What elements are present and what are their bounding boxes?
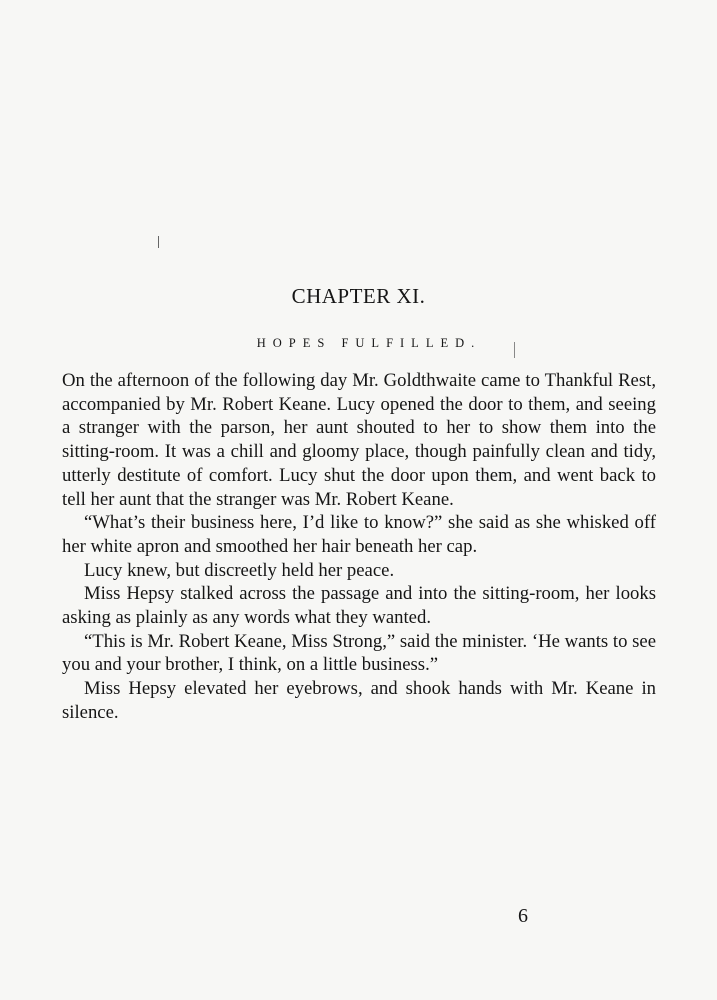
ink-speck — [158, 236, 159, 248]
chapter-title: CHAPTER XI. — [291, 284, 426, 308]
body-text — [62, 369, 656, 725]
paragraph: “This is Mr. Robert Keane, Miss Strong,” said the minister. ‘He wants to see you and your brother, I think, on a little business.” — [62, 630, 656, 676]
paragraph: “What’s their business here, I’d like to know?” she said as she whisked off her white apron and smoothed her hair beneath her cap. — [62, 512, 656, 557]
paragraph: On the afternoon of the following day Mr. Goldthwaite came to Thankful Rest, accompanied by Mr. Robert Keane. Lucy opened the door to them, and seeing a stranger with the parson, her aunt shouted to her to show them into the sitting-room. It was a chill and gloomy place, though painfully clean and tidy, utterly destitute of comfort. Lucy shut the door upon them, and went back to tell her aunt that the stranger was Mr. Robert Keane. — [62, 370, 656, 510]
chapter-subtitle: HOPES FULFILLED. — [256, 336, 482, 350]
paragraph: Miss Hepsy elevated her eyebrows, and shook hands with Mr. Keane in silence. — [62, 678, 656, 723]
paragraph: Lucy knew, but discreetly held her peace. — [84, 559, 395, 581]
paragraph: Miss Hepsy stalked across the passage and into the sitting-room, her looks asking as plainly as any words what they wanted. — [62, 583, 656, 629]
page-number: 6 — [518, 905, 528, 927]
